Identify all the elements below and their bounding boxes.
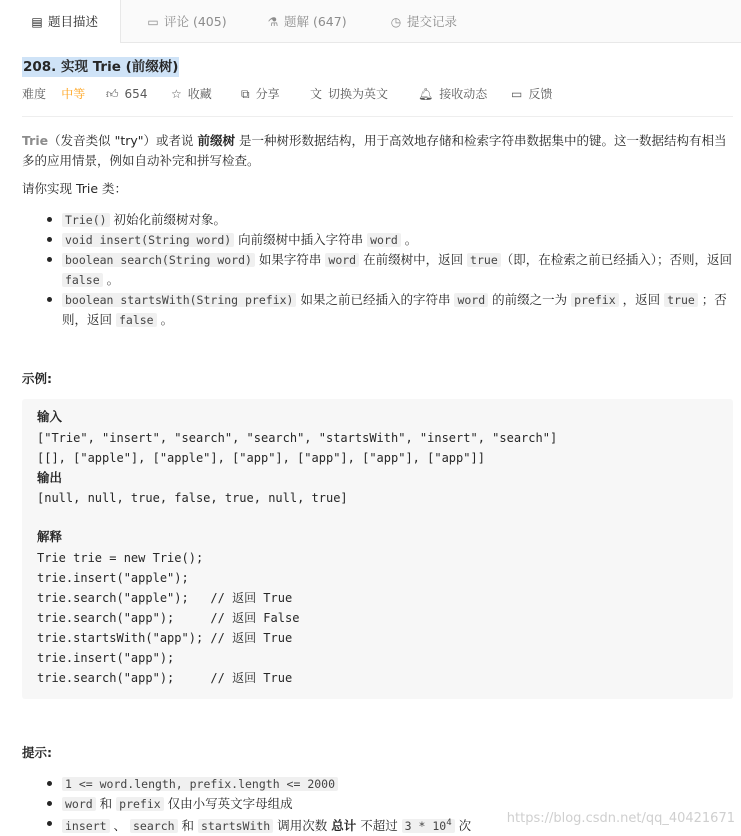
like-count: 654 (124, 87, 148, 101)
inline-code: 1 <= word.length, prefix.length <= 2000 (62, 777, 338, 791)
inline-code: false (62, 273, 103, 287)
list-text: 如果之前已经插入的字符串 (296, 292, 455, 307)
tab-description[interactable] (0, 0, 121, 43)
tab-bar (0, 0, 741, 43)
problem-intro (22, 131, 730, 171)
explain-line: trie.insert("app"); (37, 651, 175, 665)
inline-code: word (367, 233, 401, 247)
list-text: 在前缀树中，返回 (359, 252, 468, 267)
star-icon: ☆ (171, 87, 182, 101)
inline-code (402, 819, 455, 833)
inline-code: Trie() (62, 213, 110, 227)
inline-code: insert (62, 819, 110, 833)
inline-code: prefix (116, 797, 164, 811)
favorite-button[interactable] (171, 85, 212, 103)
inline-code: true (467, 253, 501, 267)
list-text: （即，在检索之前已经插入）；否则，返回 (500, 252, 733, 267)
tab-solutions[interactable] (266, 0, 347, 42)
inline-code: word (325, 253, 359, 267)
inline-code: true (664, 293, 698, 307)
input-line: ["Trie", "insert", "search", "search", "startsWith", "insert", "search"] (37, 431, 558, 445)
clock-icon: ◷ (390, 15, 402, 29)
share-icon: ⧉ (241, 87, 250, 101)
translate-icon: 文 (310, 87, 323, 101)
notify-label: 接收动态 (439, 87, 488, 101)
tab-comments[interactable] (146, 0, 227, 42)
list-text: ；否则，返回 (62, 292, 727, 327)
bold-text: 总计 (331, 817, 357, 833)
tab-label: 题解 (647) (284, 14, 347, 29)
list-text: 。 (400, 232, 418, 247)
list-item (62, 774, 732, 794)
intro-bold: 前缀树 (197, 133, 235, 148)
difficulty-label: 难度 (22, 87, 47, 101)
inline-code: void insert(String word) (62, 233, 234, 247)
list-item (62, 250, 732, 290)
list-text: 。 (102, 272, 120, 287)
input-label: 输入 (37, 409, 63, 424)
list-item (62, 230, 732, 250)
intro-term: Trie (22, 133, 49, 148)
list-text: 。 (156, 312, 174, 327)
favorite-label: 收藏 (187, 87, 212, 101)
flask-icon: ⚗ (267, 15, 279, 29)
list-text: 不超过 (356, 817, 402, 833)
share-button[interactable] (241, 85, 280, 103)
description-icon: ▤ (31, 15, 43, 29)
list-text: 和 (95, 796, 117, 811)
superscript: 4 (446, 818, 452, 828)
list-text: 向前缀树中插入字符串 (234, 232, 368, 247)
switch-language-label: 切换为英文 (328, 87, 389, 101)
feedback-button[interactable] (511, 85, 552, 103)
thumbs-up-icon: 👍︎ (106, 87, 119, 101)
explain-line: trie.startsWith("app"); // 返回 True (37, 631, 293, 645)
inline-code: prefix (571, 293, 619, 307)
explain-line: trie.insert("apple"); (37, 571, 189, 585)
list-text: 、 (109, 817, 130, 833)
inline-code: startsWith (198, 819, 273, 833)
like-button[interactable] (106, 85, 147, 103)
problem-title: 208. 实现 Trie (前缀树) (23, 59, 179, 75)
example-heading: 示例: (22, 371, 52, 386)
intro-text: 是一种树形数据结构，用于高效地存储和检索字符串数据集中的键。这一数据结构有相当多的应用情景，例如自动补完和拼写检查。 (22, 133, 727, 168)
list-text: 如果字符串 (254, 252, 326, 267)
explain-line: trie.search("app"); // 返回 True (37, 671, 293, 685)
method-list (22, 210, 732, 330)
input-line: [[], ["apple"], ["apple"], ["app"], ["app"], ["app"], ["app"]] (37, 451, 485, 465)
inline-code: word (62, 797, 96, 811)
watermark: https://blog.csdn.net/qq_40421671 (506, 811, 735, 826)
list-text: 和 (177, 817, 198, 833)
output-line: [null, null, true, false, true, null, true] (37, 491, 348, 505)
list-text: ，返回 (618, 292, 665, 307)
difficulty (22, 85, 85, 103)
inline-code: word (454, 293, 488, 307)
list-text: 调用次数 (273, 817, 332, 833)
inline-code: false (116, 313, 157, 327)
tab-label: 题目描述 (48, 14, 99, 29)
inline-code: boolean startsWith(String prefix) (62, 293, 296, 307)
hints-list (22, 774, 732, 836)
list-item (62, 210, 732, 230)
tab-submissions[interactable] (389, 0, 457, 42)
explain-line: trie.search("app"); // 返回 False (37, 611, 300, 625)
share-label: 分享 (255, 87, 280, 101)
comment-icon: ▭ (147, 15, 159, 29)
output-label: 输出 (37, 470, 63, 485)
explain-line: Trie trie = new Trie(); (37, 551, 204, 565)
tab-label: 评论 (405) (164, 14, 227, 29)
list-item (62, 290, 732, 330)
explain-label: 解释 (37, 529, 63, 544)
hints-heading: 提示: (22, 745, 52, 760)
code-text: 3 * 10 (404, 818, 447, 833)
notify-button[interactable] (418, 85, 487, 103)
example-block (22, 399, 733, 699)
list-text: 仅由小写英文字母组成 (163, 796, 293, 811)
intro-text: （发音类似 "try"）或者说 (48, 133, 198, 148)
inline-code: search (130, 819, 178, 833)
divider (22, 116, 733, 117)
feedback-label: 反馈 (528, 87, 553, 101)
task-text: 请你实现 Trie 类： (22, 181, 128, 196)
list-text: 次 (454, 817, 472, 833)
list-text: 初始化前缀树对象。 (109, 212, 227, 227)
switch-language-button[interactable] (310, 85, 388, 103)
inline-code: boolean search(String word) (62, 253, 255, 267)
explain-line: trie.search("apple"); // 返回 True (37, 591, 293, 605)
tab-label: 提交记录 (407, 14, 458, 29)
difficulty-badge: 中等 (61, 87, 86, 101)
list-text: 的前缀之一为 (488, 292, 572, 307)
feedback-icon: ▭ (511, 87, 523, 101)
bell-icon: 🔔︎ (418, 87, 434, 101)
